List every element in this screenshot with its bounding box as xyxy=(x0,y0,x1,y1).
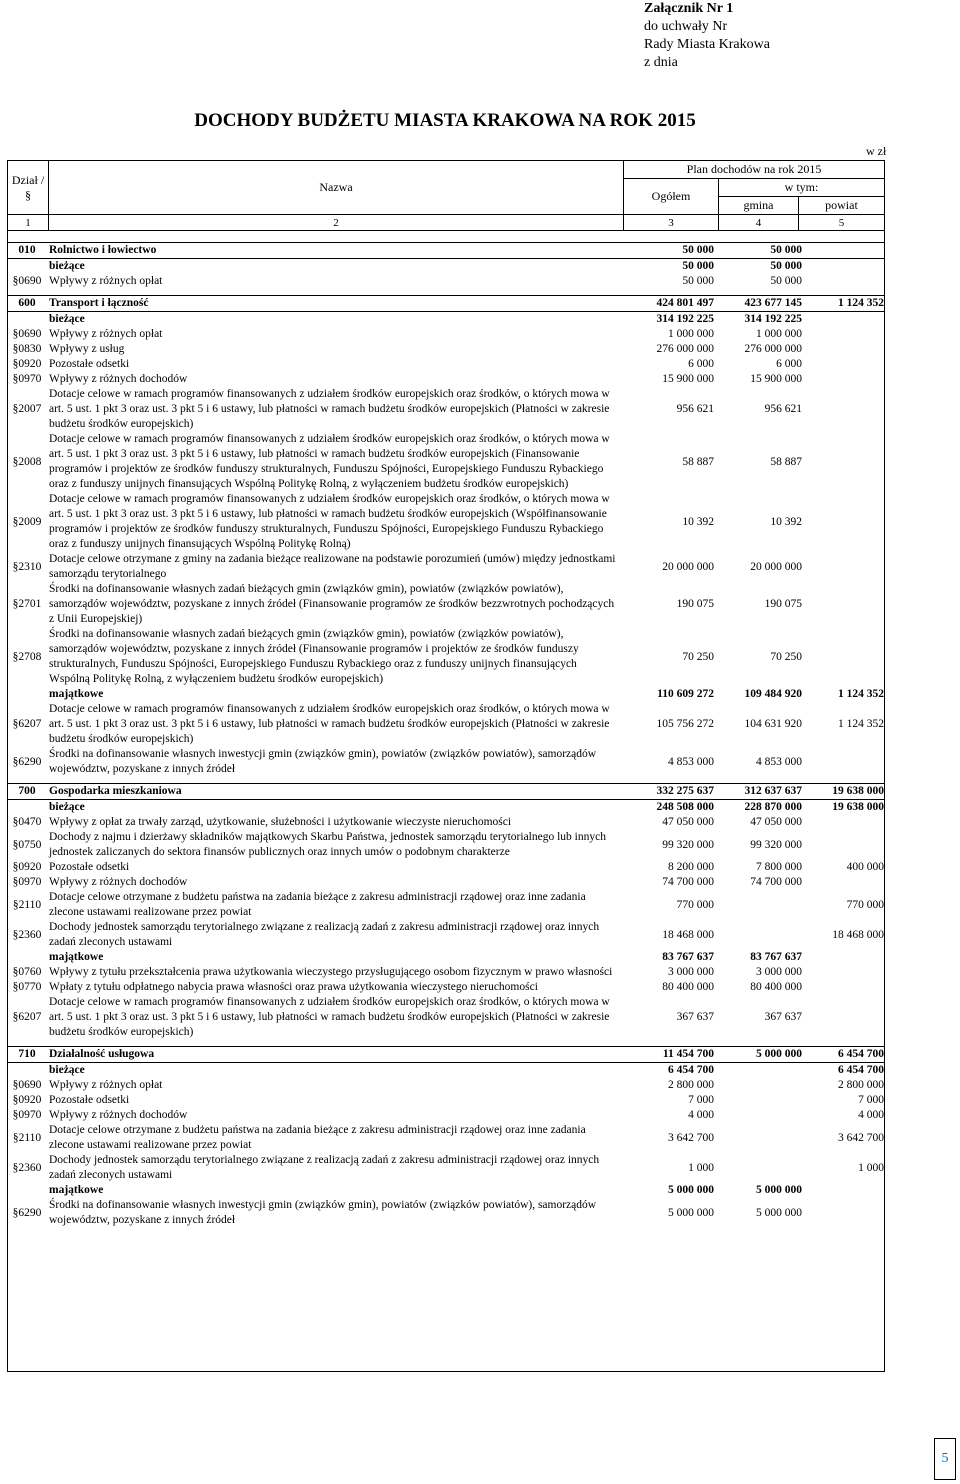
name-cell: Środki na dofinansowanie własnych inwestycji gmin (związków gmin), powiatów (związków powiatów), samorządów województw, pozyskane z innych źródeł xyxy=(49,1199,597,1226)
name-cell: Dotacje celowe w ramach programów finansowanych z udziałem środków europejskich oraz środków, o których mowa w art. 5 ust. 1 pkt 3 oraz ust. 3 pkt 5 i 6 ustawy, lub płatności w ramach budżetu środków europejskich (Płatności w zakresie budżetu środków europejskich) xyxy=(49,703,610,745)
code-cell: §6207 xyxy=(12,718,42,730)
total-cell: 7 000 xyxy=(688,1094,714,1106)
name-cell: Wpływy z różnych opłat xyxy=(49,275,163,287)
gmina-cell: 7 800 000 xyxy=(756,861,802,873)
col-num: 3 xyxy=(624,215,719,231)
powiat-cell: 1 124 352 xyxy=(838,688,884,700)
name-cell: Transport i łączność xyxy=(49,297,149,309)
total-cell: 8 200 000 xyxy=(668,861,714,873)
total-cell: 367 637 xyxy=(676,1011,714,1023)
gmina-cell: 3 000 000 xyxy=(756,966,802,978)
name-cell: Wpływy z różnych opłat xyxy=(49,1079,163,1091)
name-cell: bieżące xyxy=(49,1064,85,1076)
gmina-cell: 104 631 920 xyxy=(744,718,802,730)
annex-title: Załącznik Nr 1 xyxy=(644,1,734,16)
code-cell: §2360 xyxy=(12,928,42,941)
gmina-cell: 423 677 145 xyxy=(744,297,802,309)
code-cell: §2360 xyxy=(12,1161,42,1174)
table-row xyxy=(7,552,885,582)
section-row xyxy=(7,783,885,800)
table-row xyxy=(7,342,885,357)
name-cell: Rolnictwo i łowiectwo xyxy=(49,244,157,256)
name-cell: Wpływy z różnych dochodów xyxy=(49,373,188,385)
code-cell: §2110 xyxy=(12,1131,42,1144)
total-cell: 956 621 xyxy=(676,403,714,415)
name-cell: majątkowe xyxy=(49,1184,104,1196)
gmina-cell: 10 392 xyxy=(770,515,802,528)
gmina-cell: 70 250 xyxy=(770,650,802,663)
total-cell: 50 000 xyxy=(682,260,714,272)
total-cell: 1 000 xyxy=(688,1161,714,1174)
header-plan: Plan dochodów na rok 2015 xyxy=(624,161,885,179)
name-cell: bieżące xyxy=(49,801,85,813)
gmina-cell: 367 637 xyxy=(764,1011,802,1023)
table-row xyxy=(7,432,885,492)
table-row xyxy=(7,980,885,995)
total-cell: 83 767 637 xyxy=(662,951,714,963)
total-cell: 3 642 700 xyxy=(668,1131,714,1144)
header-powiat: powiat xyxy=(798,197,884,215)
gmina-cell: 190 075 xyxy=(764,598,802,610)
section-row xyxy=(7,1046,885,1063)
name-cell: Wpływy z różnych opłat xyxy=(49,328,163,340)
total-cell: 6 454 700 xyxy=(668,1064,714,1076)
annex-line: Rady Miasta Krakowa xyxy=(644,37,770,52)
total-cell: 80 400 000 xyxy=(662,981,714,993)
code-cell: §0770 xyxy=(12,981,42,993)
unit-label: w zł xyxy=(866,144,887,158)
table-row xyxy=(7,357,885,372)
annex-line: z dnia xyxy=(644,55,678,70)
total-cell: 99 320 000 xyxy=(662,838,714,851)
gmina-cell: 956 621 xyxy=(764,403,802,415)
page-title: DOCHODY BUDŻETU MIASTA KRAKOWA NA ROK 2015 xyxy=(194,110,696,131)
code-cell: §0750 xyxy=(12,838,42,851)
name-cell: Dochody z najmu i dzierżawy składników majątkowych Skarbu Państwa, jednostek samorządu terytorialnego lub innych jednostek zaliczanych do sektora finansów publicznych oraz innych umów o podobnym charakterze xyxy=(49,831,606,858)
code-cell: §6290 xyxy=(12,1206,42,1219)
powiat-cell: 7 000 xyxy=(858,1094,884,1106)
gmina-cell: 50 000 xyxy=(770,260,802,272)
gmina-cell: 20 000 000 xyxy=(750,560,802,573)
total-cell: 190 075 xyxy=(676,598,714,610)
table-row xyxy=(7,1093,885,1108)
col-num: 5 xyxy=(798,215,884,231)
name-cell: Wpływy z opłat za trwały zarząd, użytkowanie, służebności i użytkowanie wieczyste nieruchomości xyxy=(49,816,512,828)
gmina-cell: 15 900 000 xyxy=(750,373,802,385)
name-cell: Dotacje celowe w ramach programów finansowanych z udziałem środków europejskich oraz środków, o których mowa w art. 5 ust. 1 pkt 3 oraz ust. 3 pkt 5 i 6 ustawy, lub płatności w ramach budżetu środków europejskich (Finansowanie programów i projektów ze środków funduszy strukturalnych, Funduszu Spójności, Europejskiego Funduszu Rybackiego oraz z funduszy unijnych finansujących Wspólną Politykę Rolną, z wyłączeniem budżetu środków europejskich) xyxy=(49,433,610,490)
code-cell: §6207 xyxy=(12,1011,42,1023)
code-cell: §2008 xyxy=(12,455,42,468)
total-cell: 15 900 000 xyxy=(662,373,714,385)
name-cell: Wpłaty z tytułu odpłatnego nabycia prawa własności oraz prawa użytkowania wieczystego nieruchomości xyxy=(49,981,538,993)
total-cell: 5 000 000 xyxy=(668,1184,714,1196)
gmina-cell: 5 000 000 xyxy=(756,1184,802,1196)
header-dzial: Dział / § xyxy=(8,161,49,215)
name-cell: Wpływy z tytułu przekształcenia prawa użytkowania wieczystego przysługującego osobom fizycznym w prawo własności xyxy=(49,966,613,978)
code-cell: §2310 xyxy=(12,560,42,573)
col-num: 1 xyxy=(8,215,49,231)
total-cell: 110 609 272 xyxy=(657,688,714,700)
gmina-cell: 80 400 000 xyxy=(750,981,802,993)
code-cell: §0690 xyxy=(12,328,42,340)
code-cell: §2009 xyxy=(12,515,42,528)
name-cell: Działalność usługowa xyxy=(49,1048,155,1060)
code-cell: 010 xyxy=(18,244,36,256)
section-row xyxy=(7,295,885,312)
table-row xyxy=(7,1078,885,1093)
name-cell: bieżące xyxy=(49,313,85,325)
total-cell: 248 508 000 xyxy=(656,801,714,813)
total-cell: 424 801 497 xyxy=(656,297,714,309)
code-cell: §0470 xyxy=(12,816,42,828)
name-cell: Środki na dofinansowanie własnych inwestycji gmin (związków gmin), powiatów (związków powiatów), samorządów województw, pozyskane z innych źródeł xyxy=(49,748,597,775)
code-cell: §0920 xyxy=(12,358,42,370)
gmina-cell: 5 000 000 xyxy=(756,1206,802,1219)
code-cell: §0970 xyxy=(12,373,42,385)
subtotal-row xyxy=(7,1063,885,1078)
col-num: 2 xyxy=(49,215,624,231)
gmina-cell: 50 000 xyxy=(770,244,802,256)
table-row xyxy=(7,702,885,747)
subtotal-row xyxy=(7,800,885,815)
total-cell: 770 000 xyxy=(676,898,714,911)
section-row xyxy=(7,242,885,259)
gmina-cell: 99 320 000 xyxy=(750,838,802,851)
name-cell: Dotacje celowe w ramach programów finansowanych z udziałem środków europejskich oraz środków, o których mowa w art. 5 ust. 1 pkt 3 oraz ust. 3 pkt 5 i 6 ustawy, lub płatności w ramach budżetu środków europejskich (Współfinansowanie programów i projektów ze środków funduszy strukturalnych, Funduszu Spójności, Europejskiego Funduszu Rybackiego oraz z funduszy unijnych finansujących Wspólną Politykę Rolną) xyxy=(49,493,610,550)
table-row xyxy=(7,1108,885,1123)
total-cell: 70 250 xyxy=(682,650,714,663)
name-cell: Środki na dofinansowanie własnych zadań bieżących gmin (związków gmin), powiatów (związków powiatów), samorządów województw, pozyskane z innych źródeł (Finansowanie programów ze środków bezzwrotnych pochodzących z Unii Europejskiej) xyxy=(49,583,615,625)
table-row xyxy=(7,995,885,1040)
code-cell: §0830 xyxy=(12,343,42,355)
powiat-cell: 1 000 xyxy=(858,1161,884,1174)
gmina-cell: 47 050 000 xyxy=(750,816,802,828)
total-cell: 20 000 000 xyxy=(662,560,714,573)
powiat-cell: 2 800 000 xyxy=(838,1079,884,1091)
gmina-cell: 228 870 000 xyxy=(744,801,802,813)
name-cell: Wpływy z różnych dochodów xyxy=(49,1109,188,1121)
name-cell: Wpływy z różnych dochodów xyxy=(49,876,188,888)
code-cell: 700 xyxy=(18,785,36,797)
powiat-cell: 4 000 xyxy=(858,1109,884,1121)
name-cell: Dotacje celowe otrzymane z budżetu państwa na zadania bieżące z zakresu administracji rządowej oraz inne zadania zlecone ustawami realizowane przez powiat xyxy=(49,1124,586,1151)
table-row xyxy=(7,627,885,687)
table-row xyxy=(7,860,885,875)
total-cell: 18 468 000 xyxy=(662,928,714,941)
total-cell: 50 000 xyxy=(682,275,714,287)
code-cell: §2007 xyxy=(12,403,42,415)
gmina-cell: 314 192 225 xyxy=(744,313,802,325)
total-cell: 314 192 225 xyxy=(656,313,714,325)
name-cell: Wpływy z usług xyxy=(49,343,125,355)
table-row xyxy=(7,1123,885,1153)
col-num: 4 xyxy=(719,215,799,231)
total-cell: 105 756 272 xyxy=(656,718,714,730)
table-row xyxy=(7,492,885,552)
total-cell: 5 000 000 xyxy=(668,1206,714,1219)
header-nazwa: Nazwa xyxy=(49,161,624,215)
gmina-cell: 58 887 xyxy=(770,455,802,468)
code-cell: §6290 xyxy=(12,755,42,768)
total-cell: 332 275 637 xyxy=(656,785,714,797)
name-cell: Dochody jednostek samorządu terytorialnego związane z realizacją zadań z zakresu administracji rządowej oraz innych zadań zleconych ustawami xyxy=(49,921,600,948)
gmina-cell: 83 767 637 xyxy=(750,951,802,963)
code-cell: §0690 xyxy=(12,1079,42,1091)
powiat-cell: 18 468 000 xyxy=(832,928,884,941)
subtotal-row xyxy=(7,1183,885,1198)
total-cell: 1 000 000 xyxy=(668,328,714,340)
name-cell: majątkowe xyxy=(49,951,104,963)
annex-line: do uchwały Nr xyxy=(644,19,728,34)
table-row xyxy=(7,274,885,289)
table-row xyxy=(7,1153,885,1183)
powiat-cell: 1 124 352 xyxy=(838,718,884,730)
table-row xyxy=(7,965,885,980)
total-cell: 47 050 000 xyxy=(662,816,714,828)
table-row xyxy=(7,327,885,342)
powiat-cell: 6 454 700 xyxy=(838,1064,884,1076)
name-cell: Dotacje celowe w ramach programów finansowanych z udziałem środków europejskich oraz środków, o których mowa w art. 5 ust. 1 pkt 3 oraz ust. 3 pkt 5 i 6 ustawy, lub płatności w ramach budżetu środków europejskich (Płatności w zakresie budżetu środków europejskich) xyxy=(49,388,610,430)
code-cell: §0690 xyxy=(12,275,42,287)
name-cell: Dochody jednostek samorządu terytorialnego związane z realizacją zadań z zakresu administracji rządowej oraz innych zadań zleconych ustawami xyxy=(49,1154,600,1181)
name-cell: majątkowe xyxy=(49,688,104,700)
annex-block xyxy=(644,0,844,72)
table-row xyxy=(7,875,885,890)
gmina-cell: 6 000 xyxy=(776,358,802,370)
code-cell: §2701 xyxy=(12,598,42,610)
code-cell: 710 xyxy=(18,1048,36,1060)
total-cell: 4 000 xyxy=(688,1109,714,1121)
powiat-cell: 6 454 700 xyxy=(838,1048,884,1060)
code-cell: §2708 xyxy=(12,650,42,663)
total-cell: 11 454 700 xyxy=(662,1048,714,1060)
gmina-cell: 5 000 000 xyxy=(756,1048,802,1060)
total-cell: 74 700 000 xyxy=(662,876,714,888)
powiat-cell: 1 124 352 xyxy=(838,297,884,309)
table-row xyxy=(7,582,885,627)
code-cell: §0970 xyxy=(12,876,42,888)
table-row xyxy=(7,387,885,432)
powiat-cell: 19 638 000 xyxy=(832,785,884,797)
total-cell: 276 000 000 xyxy=(656,343,714,355)
name-cell: Gospodarka mieszkaniowa xyxy=(49,785,182,797)
name-cell: Dotacje celowe otrzymane z budżetu państwa na zadania bieżące z zakresu administracji rządowej oraz inne zadania zlecone ustawami realizowane przez powiat xyxy=(49,891,586,918)
name-cell: Środki na dofinansowanie własnych zadań bieżących gmin (związków gmin), powiatów (związków powiatów), samorządów województw, pozyskane z innych źródeł (Finansowanie programów i projektów ze środków funduszy strukturalnych, Funduszu Spójności, Europejskiego Funduszu Rybackiego oraz z funduszy unijnych finansujących Wspólną Politykę Rolną, z wyłączeniem budżetu środków europejskich) xyxy=(49,628,579,685)
subtotal-row xyxy=(7,312,885,327)
table-row xyxy=(7,920,885,950)
total-cell: 10 392 xyxy=(682,515,714,528)
subtotal-row xyxy=(7,687,885,702)
subtotal-row xyxy=(7,950,885,965)
header-gmina: gmina xyxy=(719,197,799,215)
page-number: 5 xyxy=(934,1438,956,1480)
gmina-cell: 4 853 000 xyxy=(756,755,802,768)
subtotal-row xyxy=(7,259,885,274)
name-cell: Pozostałe odsetki xyxy=(49,358,130,370)
code-cell: §2110 xyxy=(12,898,42,911)
total-cell: 58 887 xyxy=(682,455,714,468)
table-row xyxy=(7,1198,885,1228)
code-cell: §0920 xyxy=(12,1094,42,1106)
table-body xyxy=(7,236,885,1228)
name-cell: Pozostałe odsetki xyxy=(49,861,130,873)
table-row xyxy=(7,890,885,920)
total-cell: 50 000 xyxy=(682,244,714,256)
table-row xyxy=(7,830,885,860)
powiat-cell: 400 000 xyxy=(846,861,884,873)
header-ogolem: Ogółem xyxy=(624,179,719,215)
code-cell: §0920 xyxy=(12,861,42,873)
total-cell: 4 853 000 xyxy=(668,755,714,768)
total-cell: 3 000 000 xyxy=(668,966,714,978)
gmina-cell: 276 000 000 xyxy=(744,343,802,355)
total-cell: 2 800 000 xyxy=(668,1079,714,1091)
name-cell: Pozostałe odsetki xyxy=(49,1094,130,1106)
code-cell: §0970 xyxy=(12,1109,42,1121)
powiat-cell: 770 000 xyxy=(846,898,884,911)
name-cell: Dotacje celowe otrzymane z gminy na zadania bieżące realizowane na podstawie porozumień (umów) między jednostkami samorządu terytorialnego xyxy=(49,553,616,580)
gmina-cell: 109 484 920 xyxy=(744,688,802,700)
table-row xyxy=(7,372,885,387)
table-row xyxy=(7,815,885,830)
header-wtym: w tym: xyxy=(719,179,885,197)
gmina-cell: 1 000 000 xyxy=(756,328,802,340)
gmina-cell: 74 700 000 xyxy=(750,876,802,888)
powiat-cell: 19 638 000 xyxy=(832,801,884,813)
name-cell: Dotacje celowe w ramach programów finansowanych z udziałem środków europejskich oraz środków, o których mowa w art. 5 ust. 1 pkt 3 oraz ust. 3 pkt 5 i 6 ustawy, lub płatności w ramach budżetu środków europejskich (Płatności w zakresie budżetu środków europejskich) xyxy=(49,996,610,1038)
table-row xyxy=(7,747,885,777)
gmina-cell: 312 637 637 xyxy=(744,785,802,797)
code-cell: §0760 xyxy=(12,966,42,978)
total-cell: 6 000 xyxy=(688,358,714,370)
gmina-cell: 50 000 xyxy=(770,275,802,287)
table-header xyxy=(7,160,885,231)
name-cell: bieżące xyxy=(49,260,85,272)
powiat-cell: 3 642 700 xyxy=(838,1131,884,1144)
code-cell: 600 xyxy=(18,297,36,309)
